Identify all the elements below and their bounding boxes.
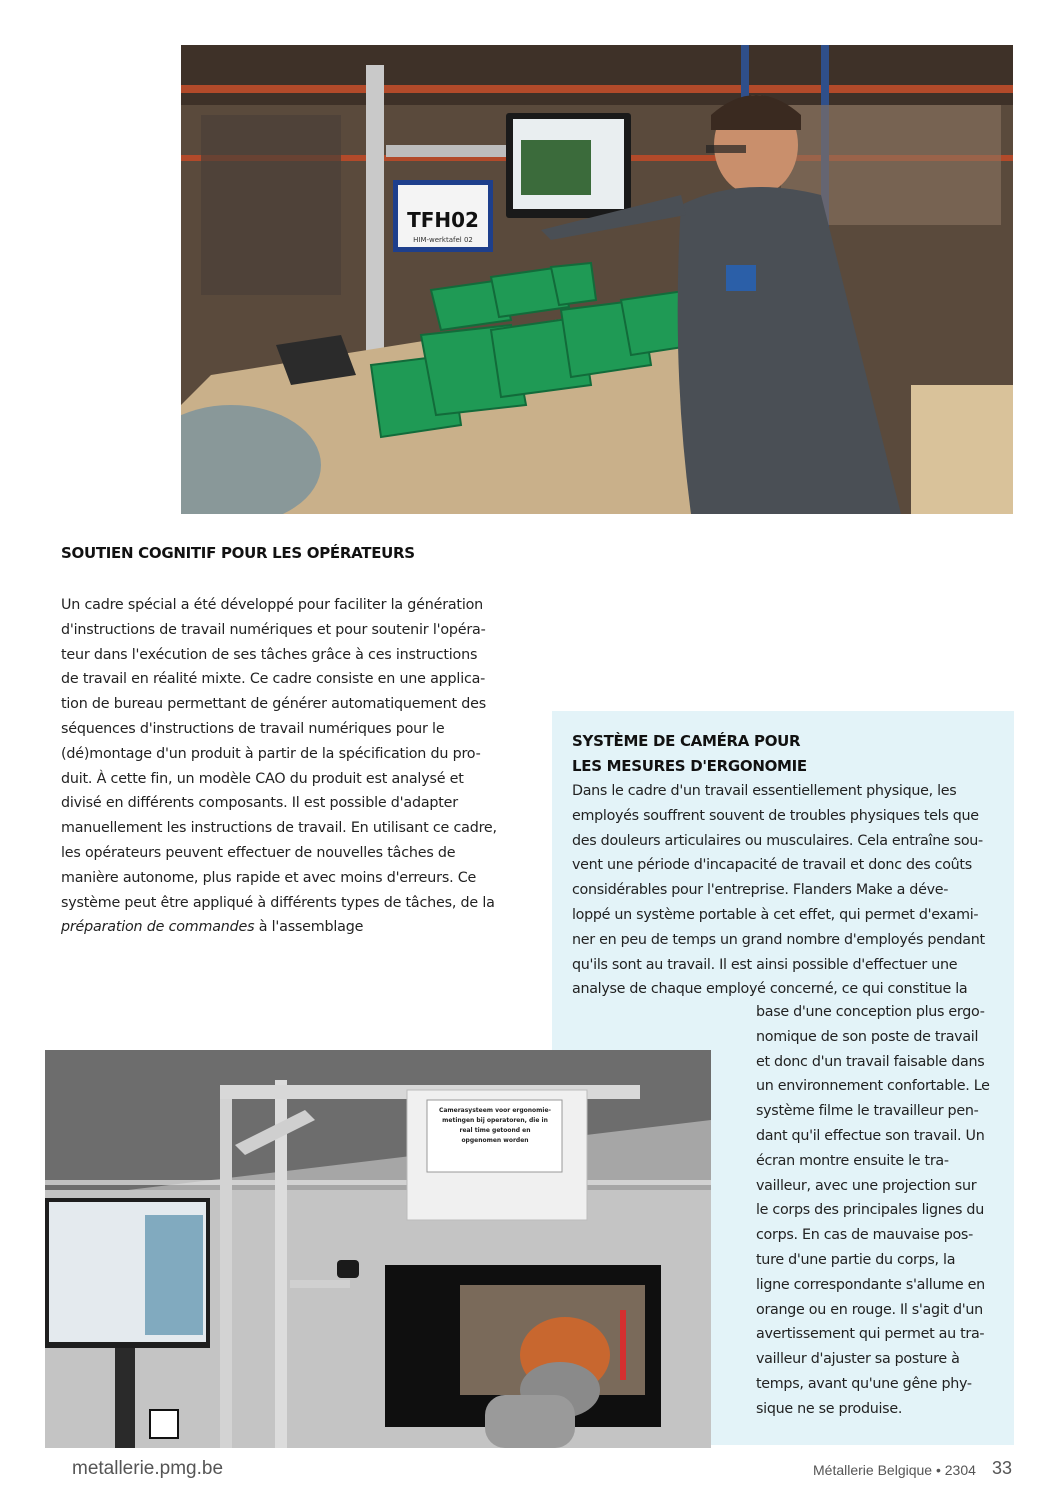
camera-sign-line: metingen bij operatoren, die in	[442, 1117, 548, 1124]
body-line: d'instructions de travail numériques et pour soutenir l'opéra-	[61, 621, 486, 638]
body-line: manuellement les instructions de travail. En utilisant ce cadre,	[61, 820, 497, 837]
sidebar-line: écran montre ensuite le tra-	[756, 1152, 949, 1169]
body-line: de travail en réalité mixte. Ce cadre consiste en une applica-	[61, 671, 486, 688]
camera-system-illustration	[45, 1050, 711, 1448]
body-line: système peut être appliqué à différents types de tâches, de la	[61, 894, 495, 911]
sidebar-line: qu'ils sont au travail. Il est ainsi possible d'effectuer une	[572, 956, 958, 973]
sidebar-line: loppé un système portable à cet effet, qui permet d'exami-	[572, 906, 979, 923]
body-line: tion de bureau permettant de générer automatiquement des	[61, 696, 486, 713]
sidebar-line: corps. En cas de mauvaise pos-	[756, 1227, 973, 1244]
sidebar-heading	[572, 729, 992, 778]
sidebar-heading-line2: LES MESURES D'ERGONOMIE	[572, 756, 807, 775]
sidebar-line: employés souffrent souvent de troubles physiques tels que	[572, 807, 979, 824]
sidebar-line: des douleurs articulaires ou musculaires. Cela entraîne sou-	[572, 832, 983, 849]
section-heading-cognitive-support: SOUTIEN COGNITIF POUR LES OPÉRATEURS	[61, 544, 415, 562]
camera-sign-line: opgenomen worden	[461, 1137, 529, 1144]
sidebar-line: ner en peu de temps un grand nombre d'employés pendant	[572, 931, 985, 948]
sidebar-line: avertissement qui permet au tra-	[756, 1326, 985, 1343]
sidebar-line: et donc d'un travail faisable dans	[756, 1053, 985, 1070]
footer-website-link[interactable]: metallerie.pmg.be	[72, 1458, 224, 1479]
photo-operator-workstation	[181, 45, 1013, 514]
camera-sign-line: Camerasysteem voor ergonomie-	[438, 1107, 552, 1114]
sidebar-line: un environnement confortable. Le	[756, 1078, 990, 1095]
body-line: (dé)montage d'un produit à partir de la spécification du pro-	[61, 745, 481, 762]
station-sign-text: TFH02	[407, 208, 479, 232]
sidebar-line: le corps des principales lignes du	[756, 1202, 984, 1219]
sidebar-line: base d'une conception plus ergo-	[756, 1004, 985, 1020]
workstation-illustration	[181, 45, 1013, 514]
italic-term: préparation de commandes	[61, 919, 255, 936]
footer-page-number: 33	[992, 1458, 1013, 1478]
station-sign-subtext: HIM-werktafel 02	[413, 236, 473, 244]
sidebar-line: sique ne se produise.	[756, 1400, 903, 1417]
sidebar-line: Dans le cadre d'un travail essentiellement physique, les	[572, 783, 957, 799]
sidebar-line: vailleur, avec une projection sur	[756, 1177, 977, 1194]
body-line: teur dans l'exécution de ses tâches grâce à ces instructions	[61, 646, 478, 663]
sidebar-body-bottom	[756, 1000, 1000, 1422]
sidebar-line: ture d'une partie du corps, la	[756, 1251, 956, 1268]
sidebar-line: temps, avant qu'une gêne phy-	[756, 1375, 972, 1392]
body-line: les opérateurs peuvent effectuer de nouvelles tâches de	[61, 844, 456, 861]
body-line: manière autonome, plus rapide et avec moins d'erreurs. Ce	[61, 869, 477, 886]
sidebar-line: analyse de chaque employé concerné, ce qui constitue la	[572, 981, 968, 998]
body-line-last	[61, 915, 489, 940]
sidebar-line: vailleur d'ajuster sa posture à	[756, 1351, 960, 1368]
sidebar-line: système filme le travailleur pen-	[756, 1103, 979, 1120]
body-line-tail: à l'assemblage	[254, 919, 364, 936]
body-line: duit. À cette fin, un modèle CAO du produit est analysé et	[61, 770, 464, 787]
body-line: divisé en différents composants. Il est possible d'adapter	[61, 795, 458, 812]
sidebar-heading-line1: SYSTÈME DE CAMÉRA POUR	[572, 732, 801, 750]
article-body-left	[61, 593, 497, 940]
sidebar-line: dant qu'il effectue son travail. Un	[756, 1127, 985, 1144]
sidebar-line: considérables pour l'entreprise. Flanders Make a déve-	[572, 882, 949, 899]
sidebar-line: orange ou en rouge. Il s'agit d'un	[756, 1301, 983, 1318]
sidebar-line: vent une période d'incapacité de travail et donc des coûts	[572, 857, 972, 874]
body-line: Un cadre spécial a été développé pour faciliter la génération	[61, 597, 484, 613]
body-line: séquences d'instructions de travail numériques pour le	[61, 720, 445, 737]
sidebar-body-top	[572, 779, 996, 1002]
sidebar-line: nomique de son poste de travail	[756, 1028, 979, 1045]
photo-camera-system	[45, 1050, 711, 1448]
footer-magazine-issue: Métallerie Belgique • 2304	[813, 1462, 976, 1478]
sidebar-line: ligne correspondante s'allume en	[756, 1276, 985, 1293]
camera-sign-line: real time getoond en	[459, 1127, 531, 1134]
